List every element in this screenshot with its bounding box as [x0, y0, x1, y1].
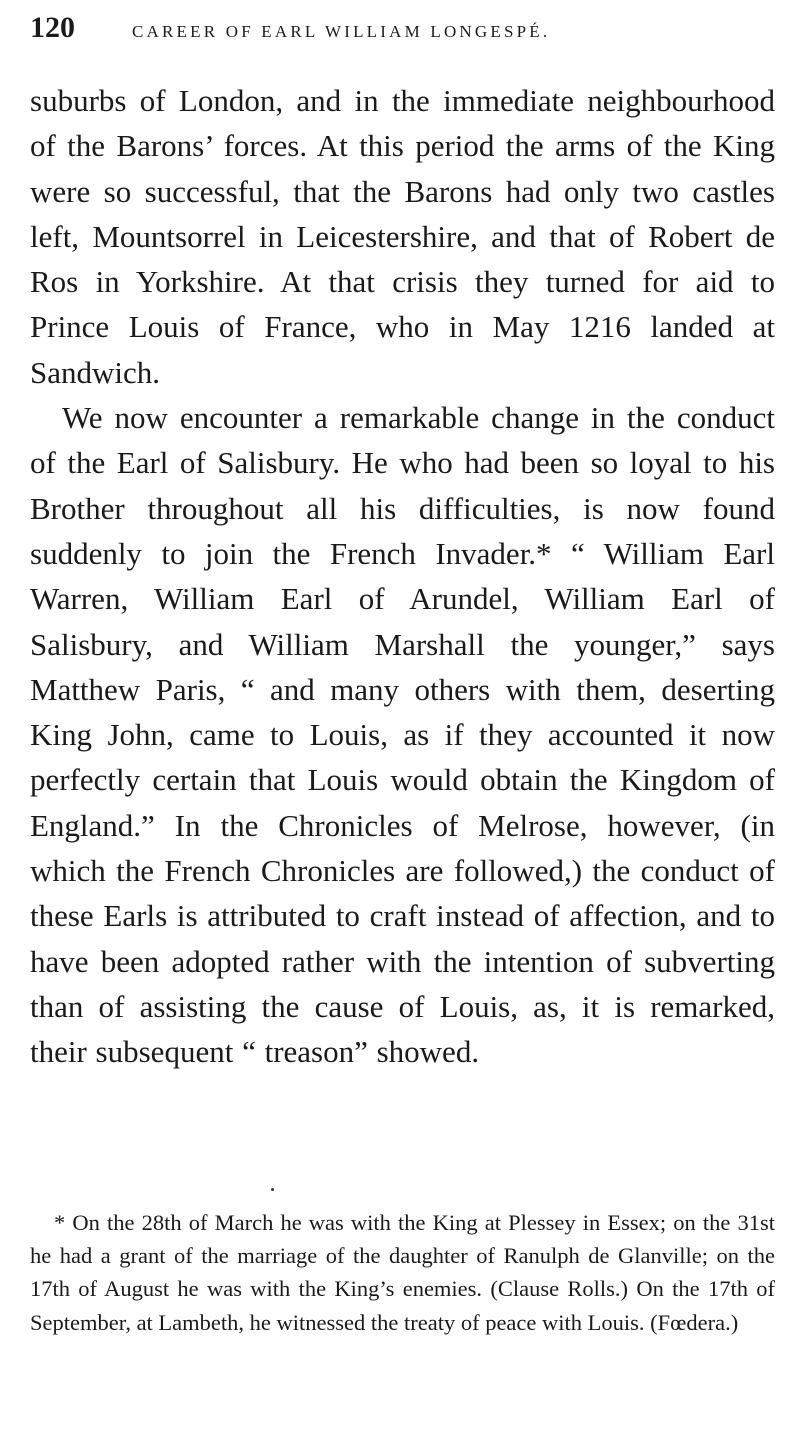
body-text [30, 78, 775, 1075]
paragraph-salisbury: We now encounter a remarkable change in the conduct of the Earl of Salisbury. He who had been so loyal to his Brother throughout all his difficulties, is now found suddenly to join the French Invader.* “ William Earl Warren, William Earl of Arundel, William Earl of Salisbury, and William Marshall the younger,” says Matthew Paris, “ and many others with them, deserting King John, came to Louis, as if they accounted it now perfectly certain that Louis would obtain the Kingdom of England.” In the Chronicles of Melrose, however, (in which the French Chronicles are followed,) the conduct of these Earls is attributed to craft instead of affection, and to have been adopted rather with the intention of subverting than of assisting the cause of Louis, as, it is remarked, their subsequent “ treason” showed. [30, 400, 775, 1070]
running-head [30, 8, 775, 48]
footnote: * On the 28th of March he was with the King at Plessey in Essex; on the 31st he had a grant of the marriage of the daughter of Ranulph de Glanville; on the 17th of August he was with the King’s enemies. (Clause Rolls.) On the 17th of September, at Lambeth, he witnessed the treaty of peace with Louis. (Fœdera.) [30, 1210, 775, 1335]
paragraph-continued: suburbs of London, and in the immediate neighbourhood of the Barons’ forces. At this period the arms of the King were so successful, that the Barons had only two castles left, Mountsorrel in Leicestershire, and that of Robert de Ros in Yorkshire. At that crisis they turned for aid to Prince Louis of France, who in May 1216 landed at Sandwich. [30, 83, 775, 390]
page-number: 120 [30, 11, 75, 44]
running-title: CAREER OF EARL WILLIAM LONGESPÉ. [132, 22, 551, 41]
footnote-divider [271, 1188, 274, 1191]
